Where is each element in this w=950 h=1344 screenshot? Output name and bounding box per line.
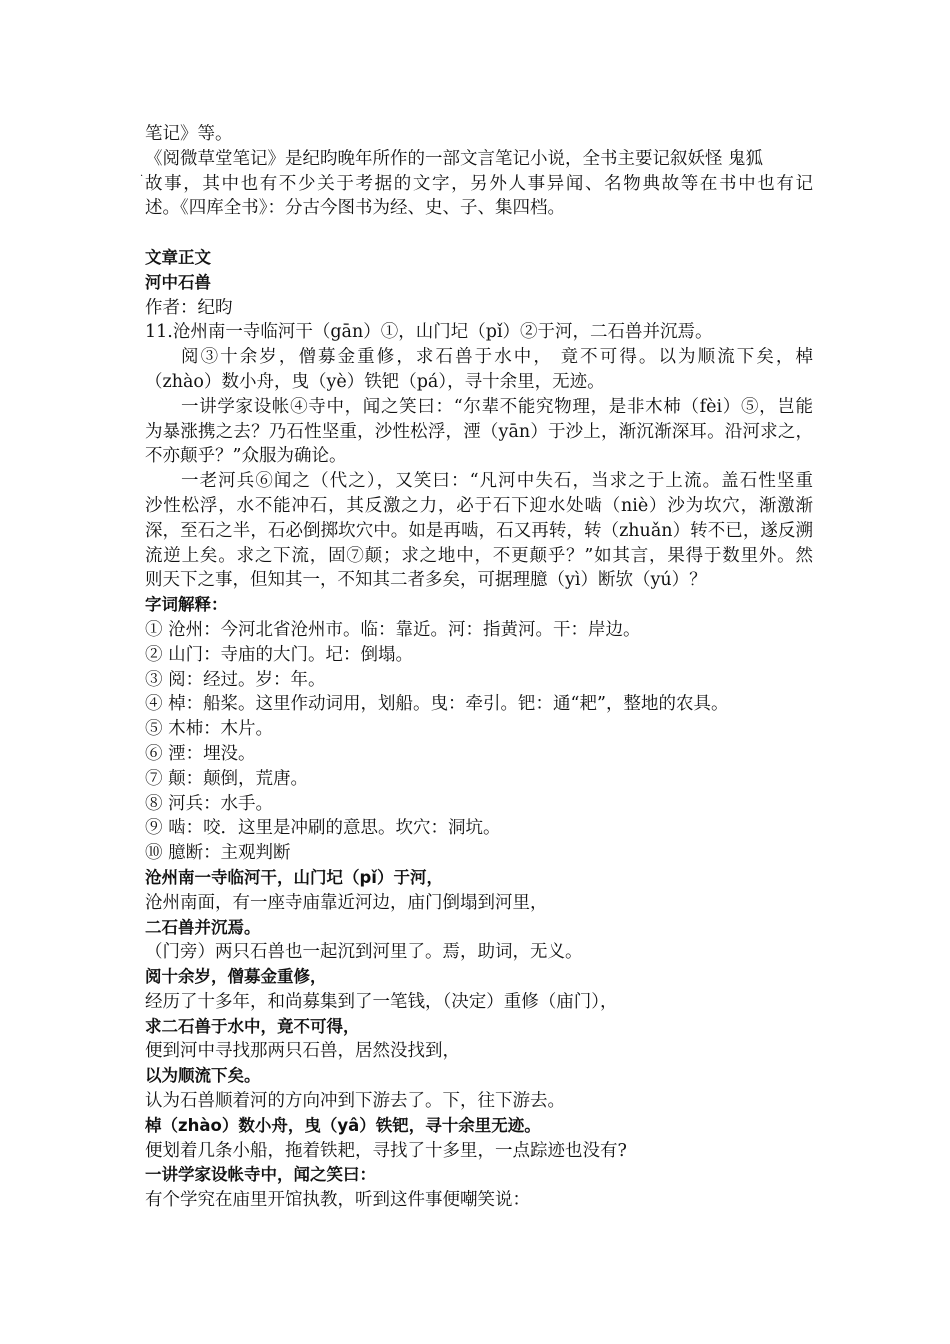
- translation-original: 阅十余岁，僧募金重修，: [145, 967, 327, 987]
- translation-original: 求二石兽于水中，竟不可得，: [145, 1016, 360, 1036]
- translation-modern: 便到河中寻找那两只石兽，居然没找到，: [145, 1041, 460, 1062]
- article-paragraph-line: 为暴涨携之去？乃石性坚重，沙性松浮，湮（yān）于沙上，渐沉渐深耳。沿河求之，: [145, 421, 813, 442]
- article-paragraph-line: （zhào）数小舟，曳（yè）铁钯（pá），寻十余里，无迹。: [145, 371, 605, 392]
- glossary-item: ② 山门：寺庙的大门。圮：倒塌。: [145, 644, 414, 665]
- article-paragraph-line: 则天下之事，但知其一，不知其二者多矣，可据理臆（yì）断欤（yú）？: [145, 570, 707, 591]
- spacer: [145, 221, 813, 246]
- translation-original: 以为顺流下矣。: [145, 1066, 261, 1086]
- intro-line-1: 笔记》等。: [145, 124, 233, 144]
- intro-line-4: 述。《四库全书》：分古今图书为经、史、子、集四档。: [145, 198, 565, 219]
- intro-line-3: 故事，其中也有不少关于考据的文字，另外人事异闻、名物典故等在书中也有记: [145, 173, 813, 194]
- translation-modern: 便划着几条小船，拖着铁耙，寻找了十多里，一点踪迹也没有?: [145, 1140, 627, 1161]
- translation-modern: 沧州南面，有一座寺庙靠近河边，庙门倒塌到河里，: [145, 892, 548, 913]
- article-paragraph-line: 一老河兵⑥闻之（代之），又笑曰：“凡河中失石，当求之于上流。盖石性坚重: [181, 471, 813, 492]
- glossary-item: ⑥ 湮：埋没。: [145, 743, 256, 764]
- article-paragraph-line: 11.沧州南一寺临河干（gān）①，山门圮（pǐ）②于河，二石兽并沉焉。: [145, 322, 713, 343]
- article-title: 河中石兽: [145, 272, 211, 292]
- article-paragraph-line: 沙性松浮，水不能冲石，其反激之力，必于石下迎水处啮（niè）沙为坎穴，渐激渐: [145, 495, 813, 516]
- translation-original: 棹（zhào）数小舟，曳（yâ）铁钯，寻十余里无迹。: [145, 1115, 541, 1135]
- article-paragraph-line: 不亦颠乎？”众服为确论。: [145, 446, 347, 467]
- translation-original: 二石兽并沉焉。: [145, 917, 261, 937]
- article-paragraph-line: 流逆上矣。求之下流，固⑦颠；求之地中，不更颠乎？”如其言，果得于数里外。然: [145, 545, 813, 566]
- glossary-item: ④ 棹：船桨。这里作动词用，划船。曳：牵引。钯：通“耙”，整地的农具。: [145, 694, 729, 715]
- glossary-heading: 字词解释：: [145, 595, 228, 615]
- intro-line-2: [140, 147, 813, 179]
- glossary-item: ⑤ 木杮：木片。: [145, 719, 274, 740]
- article-paragraph-line: 阅③十余岁，僧募金重修，求石兽于水中， 竟不可得。以为顺流下矣，棹: [181, 347, 813, 368]
- article-author: 作者：纪昀: [145, 297, 233, 318]
- glossary-item: ⑧ 河兵：水手。: [145, 793, 274, 814]
- glossary-item: ⑦ 颠：颠倒，荒唐。: [145, 768, 309, 789]
- glossary-item: ③ 阅：经过。岁：年。: [145, 669, 326, 690]
- translation-modern: 有个学究在庙里开馆执教，听到这件事便嘲笑说：: [145, 1190, 530, 1211]
- article-paragraph-line: 深，至石之半，石必倒掷坎穴中。如是再啮，石又再转，转（zhuǎn）转不已，遂反溯: [145, 520, 813, 541]
- glossary-item: ⑩ 臆断：主观判断: [145, 843, 291, 864]
- translation-modern: 认为石兽顺着河的方向冲到下游去了。下，往下游去。: [145, 1091, 565, 1112]
- translation-original: 一讲学家设帐寺中，闻之笑曰：: [145, 1165, 376, 1185]
- translation-modern: 经历了十多年，和尚募集到了一笔钱，（决定）重修（庙门），: [145, 991, 618, 1012]
- glossary-item: ⑨ 啮：咬．这里是冲刷的意思。坎穴：洞坑。: [145, 818, 501, 839]
- translation-modern: （门旁）两只石兽也一起沉到河里了。焉，助词，无义。: [145, 942, 583, 963]
- document-page: [140, 122, 813, 1213]
- section-heading: 文章正文: [145, 247, 211, 267]
- intro-line-2-text: 《阅微草堂笔记》是纪昀晚年所作的一部文言笔记小说，全书主要记叙妖怪 鬼狐: [145, 148, 764, 169]
- article-paragraph-line: 一讲学家设帐④寺中，闻之笑曰：“尔辈不能究物理，是非木杮（fèi）⑤，岂能: [181, 396, 813, 417]
- glossary-item: ① 沧州：今河北省沧州市。临：靠近。河：指黄河。干：岸边。: [145, 619, 641, 640]
- bullet-dot-icon: .: [140, 167, 144, 179]
- translation-original: 沧州南一寺临河干，山门圮（pǐ）于河，: [145, 867, 443, 887]
